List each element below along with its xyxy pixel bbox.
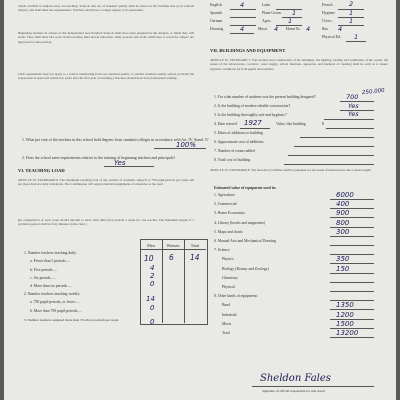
table-col-divider <box>162 239 163 323</box>
intro-paragraph: which certified in subjects they are teaching. Schools that are of standard quality shall be based on the facilities that good schools employ, and shall meet the requirements. Teachers shall have a college degree or its equivalent. <box>18 4 194 13</box>
subject-value: 4 <box>274 25 279 33</box>
building-value: Yes <box>348 102 359 110</box>
building-value-currency: $ <box>322 122 324 126</box>
equipment-item-label: Band <box>222 303 231 308</box>
field-underline <box>330 245 374 246</box>
field-underline <box>276 9 302 10</box>
field-underline <box>240 128 270 129</box>
subject-value: 1 <box>349 9 354 17</box>
equipment-item-label: Biology (Botany and Zoology) <box>222 266 269 271</box>
building-item: 1. For what number of students was the present building designed? <box>214 95 316 99</box>
subject-label: Latin <box>262 3 271 7</box>
equipment-item-value: 800 <box>336 218 350 227</box>
subject-value: 1 <box>292 9 297 17</box>
equipment-item-label: Physics <box>222 257 234 262</box>
equipment-subheading: Estimated value of equipment used in: <box>214 186 277 190</box>
signature-caption: Signature of official responsible for this report <box>262 389 326 393</box>
section-heading-teaching-load: VI. TEACHING LOAD <box>18 168 65 173</box>
building-value: 1927 <box>244 119 262 127</box>
building-item: 4. Date erected <box>214 122 237 126</box>
subject-label: Home Ec. <box>286 27 302 31</box>
field-underline <box>276 25 302 26</box>
field-underline <box>330 291 374 292</box>
equipment-item-value: 400 <box>336 200 350 209</box>
column-header-total: Total <box>190 243 200 248</box>
table-row-label: d. More than six periods..... <box>30 284 72 288</box>
field-underline <box>326 128 374 129</box>
cell-men: 14 <box>146 295 155 303</box>
subject-label: English <box>210 3 222 7</box>
field-underline <box>294 146 374 147</box>
field-underline <box>330 236 374 237</box>
field-underline <box>230 33 254 34</box>
subject-label: Physical Ed. <box>322 35 341 39</box>
answer-degree-percent: 100% <box>176 141 197 149</box>
equipment-item-value: 6000 <box>336 191 354 199</box>
table-row-label: c. Six periods..... <box>30 276 56 280</box>
field-underline <box>230 17 256 18</box>
subject-label: Drawing <box>210 27 224 31</box>
table-row-label: a. Fewer than 5 periods..... <box>30 259 71 263</box>
building-item: 6. Approximate cost of additions <box>214 140 264 144</box>
building-value: Yes <box>348 110 359 118</box>
subject-value: 1 <box>354 33 359 41</box>
table-col-divider <box>184 239 185 323</box>
cell-men: 0 <box>150 318 155 326</box>
cell-men: 2 <box>150 272 155 280</box>
report-page <box>4 0 396 400</box>
table-header-rule <box>140 249 206 250</box>
question-beginning-teachers: 2. Does the school meet requirements relative to the training of beginning teachers and principals? <box>22 156 176 160</box>
field-underline <box>324 119 374 120</box>
field-underline <box>330 273 374 274</box>
subject-label: Music <box>258 27 268 31</box>
cell-total: 14 <box>190 253 200 262</box>
training-paragraph: (This requirement may not apply to a school transferring from one standard quality to another standard quality school provided the preparation is approved within two years after the first year of teaching.) Teachers should have had professional training. <box>18 72 194 81</box>
field-underline <box>288 155 374 156</box>
building-item: 7. Number of rooms added <box>214 149 255 153</box>
subject-label: German <box>210 19 223 23</box>
equipment-item-value: 1350 <box>336 301 354 310</box>
subject-label: Civics <box>322 19 332 23</box>
equipment-item-label: 5. Maps and charts <box>214 229 243 234</box>
answer-underline <box>104 166 154 167</box>
equipment-item-label: Industrial <box>222 312 237 317</box>
equipment-item-label: 1. Agriculture <box>214 193 236 197</box>
equipment-item-label: 8. Other kinds of equipment: <box>214 294 258 299</box>
field-underline <box>330 337 374 338</box>
field-underline <box>284 164 374 165</box>
subject-value: 4 <box>240 25 245 33</box>
equipment-item-value: 300 <box>336 227 350 236</box>
cell-women: 6 <box>169 253 174 262</box>
cell-men: 4 <box>150 264 155 272</box>
equipment-item-label: Chemistry <box>222 275 238 280</box>
equipment-item-label: 2. Commercial <box>214 202 237 207</box>
field-underline <box>346 41 366 42</box>
subject-value: 1 <box>349 17 354 25</box>
cell-men: 0 <box>150 280 155 288</box>
building-item: 2. Is the building of modern reliable construction? <box>214 104 291 108</box>
answer-beginning-teachers: Yes <box>114 159 126 167</box>
building-item: 5. Dates of additions to building <box>214 131 263 135</box>
table-row-label: 2. Number teachers teaching weekly: <box>24 292 81 296</box>
equipment-article: ARTICLE IV, STANDARD 8. The laboratory facilities shall be adequate for the needs of instruction in the courses taught. <box>210 168 372 172</box>
equipment-item-label: Music <box>222 321 232 326</box>
equipment-item-value: 1500 <box>336 319 354 328</box>
equipment-item-label: Total <box>222 331 230 335</box>
equipment-item-value: 1200 <box>336 310 354 319</box>
table-row-label: 1. Number teachers teaching daily: <box>24 251 78 255</box>
subject-label: Hygiene <box>322 11 335 15</box>
building-item: 3. Is the building thoroughly safe and hygienic? <box>214 113 287 117</box>
table-row-label: 3. Number teachers assigned more than 35 school periods per week <box>24 318 119 322</box>
subject-label: French <box>322 3 333 7</box>
signature-line <box>252 386 374 387</box>
equipment-item-label: 3. Home Economics <box>214 211 245 216</box>
equipment-item-label: 7. Science <box>214 248 230 253</box>
equipment-item-label: 6. Manual Arts and Mechanical Drawing <box>214 239 276 243</box>
requirements-paragraph: Beginning teachers in classes of the Independent and Standard Schools shall have been prepared in the subjects or fields they will teach. They shall have had work in the teaching field and in education. Only persons who hold certificates to teach the subject are approved for the position. <box>18 31 194 44</box>
subject-value: 4 <box>240 1 245 9</box>
column-header-women: Women <box>166 243 180 248</box>
subject-value: 1 <box>288 17 293 25</box>
equipment-item-value: 150 <box>336 264 350 273</box>
table-row-label: a. 750 pupil-periods, or fewer..... <box>30 300 80 304</box>
subject-value: 4 <box>306 25 311 33</box>
subject-label: Agric. <box>262 19 272 23</box>
subject-value: 2 <box>349 0 354 8</box>
equipment-item-label: Physical <box>222 285 235 289</box>
equipment-item-value: 350 <box>336 255 350 264</box>
field-underline <box>300 137 374 138</box>
column-header-men: Men <box>147 243 155 248</box>
equipment-item-value: 900 <box>336 209 350 218</box>
building-item: 8. Total cost of building <box>214 158 251 162</box>
section-heading-buildings: VII. BUILDINGS AND EQUIPMENT <box>210 48 286 53</box>
question-degree-percent: 1. What per cent of the teachers in this school hold degrees from standard colleges in accordance with Art. IV, Stand. 5? <box>22 138 209 142</box>
equipment-item-label: 4. Library (books and magazines) <box>214 220 266 225</box>
buildings-article: ARTICLE IV, STANDARD 7. The location and construction of the buildings, the lighting, heating and ventilation of the rooms, the nature of the laboratories, corridors, water supply, school furniture, apparatus, and methods of cleaning shall be such as to insure hygienic conditions for both pupils and teachers. <box>210 58 388 71</box>
equipment-item-value: 13200 <box>336 329 359 337</box>
field-underline <box>330 282 374 283</box>
subject-label: Plane Geom. <box>262 11 282 15</box>
subject-value: 4 <box>338 25 343 33</box>
cell-men: 10 <box>144 254 154 263</box>
table-row-label: b. Five periods..... <box>30 268 58 272</box>
subject-label: Spanish <box>210 11 223 15</box>
margin-note: 250.000 <box>361 87 386 97</box>
field-underline <box>230 9 256 10</box>
subject-label: Bus. <box>322 27 329 31</box>
building-item-extra: Value, this building <box>276 122 306 126</box>
teaching-load-note: (In computation of each week should amount to more than thirty-five periods a week for one teacher. The minimum length of a recitation period shall be forty minutes in the class.) <box>18 218 194 227</box>
building-value: 700 <box>346 93 359 101</box>
signature: Sheldon Fales <box>260 373 331 384</box>
cell-men: 0 <box>150 304 155 312</box>
table-row-label: b. More than 750 pupil-periods..... <box>30 309 83 313</box>
teaching-load-article: ARTICLE IV, STANDARD 6. The maximum teaching load of any teacher of academic subjects is 750 pupil-periods per week and not more than six daily recitations. The Commission will regard doubled assignments of extensive as the load. <box>18 178 194 187</box>
